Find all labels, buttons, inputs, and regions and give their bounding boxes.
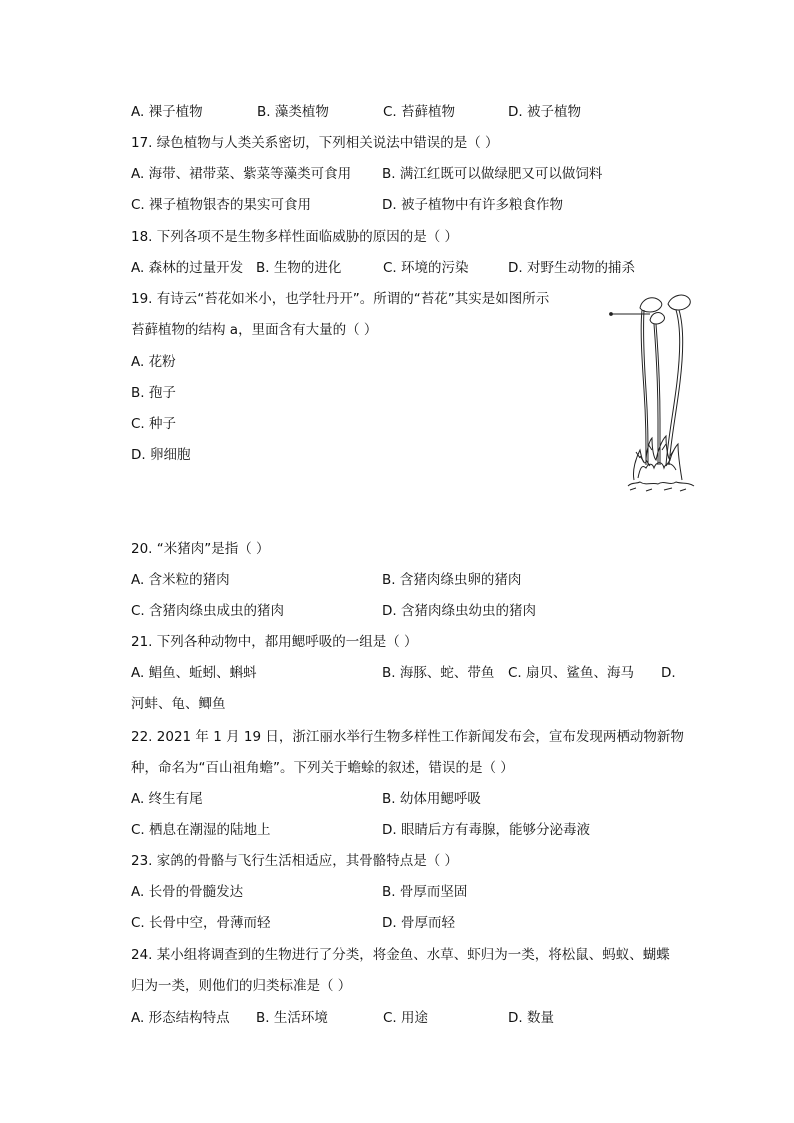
q19-option-d: D. 卵细胞 (131, 447, 191, 463)
q20-option-d: D. 含猪肉绦虫幼虫的猪肉 (382, 603, 536, 619)
q21-stem: 21. 下列各种动物中，都用鳃呼吸的一组是（ ） (131, 634, 418, 650)
q23-option-c: C. 长骨中空，骨薄而轻 (131, 915, 271, 931)
q21-option-d-continued: 河蚌、龟、鲫鱼 (131, 696, 226, 712)
q21-option-d: D. (661, 665, 676, 681)
q21-option-a: A. 鲳鱼、蚯蚓、蝌蚪 (131, 665, 257, 681)
q18-option-c: C. 环境的污染 (383, 260, 469, 276)
q19-option-b: B. 孢子 (131, 385, 176, 401)
moss-plant-figure (606, 290, 696, 495)
q24-option-a: A. 形态结构特点 (131, 1010, 230, 1026)
q19-option-a: A. 花粉 (131, 354, 176, 370)
q16-option-b: B. 藻类植物 (257, 104, 329, 120)
q22-stem-line1: 22. 2021 年 1 月 19 日，浙江丽水举行生物多样性工作新闻发布会，宣布发现两栖动物新物 (131, 729, 684, 745)
q22-option-d: D. 眼睛后方有毒腺，能够分泌毒液 (382, 822, 590, 838)
q19-stem-line1: 19. 有诗云“苔花如米小，也学牡丹开”。所谓的“苔花”其实是如图所示 (131, 291, 550, 307)
q20-option-b: B. 含猪肉绦虫卵的猪肉 (382, 572, 522, 588)
q24-option-b: B. 生活环境 (256, 1010, 328, 1026)
q23-stem: 23. 家鸽的骨骼与飞行生活相适应，其骨骼特点是（ ） (131, 853, 459, 869)
q17-option-b: B. 满江红既可以做绿肥又可以做饲料 (382, 166, 603, 182)
q18-stem: 18. 下列各项不是生物多样性面临威胁的原因的是（ ） (131, 229, 459, 245)
q23-option-a: A. 长骨的骨髓发达 (131, 884, 244, 900)
q21-option-c: C. 扇贝、鲨鱼、海马 (508, 665, 635, 681)
q16-option-a: A. 裸子植物 (131, 104, 203, 120)
q16-option-c: C. 苔藓植物 (383, 104, 456, 120)
q20-option-a: A. 含米粒的猪肉 (131, 572, 230, 588)
q23-option-b: B. 骨厚而坚固 (382, 884, 468, 900)
q16-option-d: D. 被子植物 (508, 104, 581, 120)
q17-option-c: C. 裸子植物银杏的果实可食用 (131, 197, 312, 213)
q24-stem-line1: 24. 某小组将调查到的生物进行了分类，将金鱼、水草、虾归为一类，将松鼠、蚂蚁、蝴蝶 (131, 947, 670, 963)
q19-option-c: C. 种子 (131, 416, 177, 432)
q18-option-d: D. 对野生动物的捕杀 (508, 260, 635, 276)
q22-stem-line2: 种，命名为“百山祖角蟾”。下列关于蟾蜍的叙述，错误的是（ ） (131, 760, 514, 776)
q24-option-d: D. 数量 (508, 1010, 554, 1026)
q22-option-a: A. 终生有尾 (131, 791, 203, 807)
q22-option-b: B. 幼体用鳃呼吸 (382, 791, 481, 807)
moss-plant-illustration (606, 290, 696, 495)
q17-option-d: D. 被子植物中有许多粮食作物 (382, 197, 563, 213)
q20-stem: 20. “米猪肉”是指（ ） (131, 541, 270, 557)
q17-option-a: A. 海带、裙带菜、紫菜等藻类可食用 (131, 166, 352, 182)
q23-option-d: D. 骨厚而轻 (382, 915, 455, 931)
q21-option-b: B. 海豚、蛇、带鱼 (382, 665, 495, 681)
q18-option-b: B. 生物的进化 (256, 260, 342, 276)
q18-option-a: A. 森林的过量开发 (131, 260, 244, 276)
q22-option-c: C. 栖息在潮湿的陆地上 (131, 822, 271, 838)
q24-option-c: C. 用途 (383, 1010, 429, 1026)
q19-stem-line2: 苔藓植物的结构 a，里面含有大量的（ ） (131, 322, 378, 338)
q20-option-c: C. 含猪肉绦虫成虫的猪肉 (131, 603, 285, 619)
q17-stem: 17. 绿色植物与人类关系密切，下列相关说法中错误的是（ ） (131, 135, 499, 151)
q24-stem-line2: 归为一类，则他们的归类标准是（ ） (131, 978, 352, 994)
